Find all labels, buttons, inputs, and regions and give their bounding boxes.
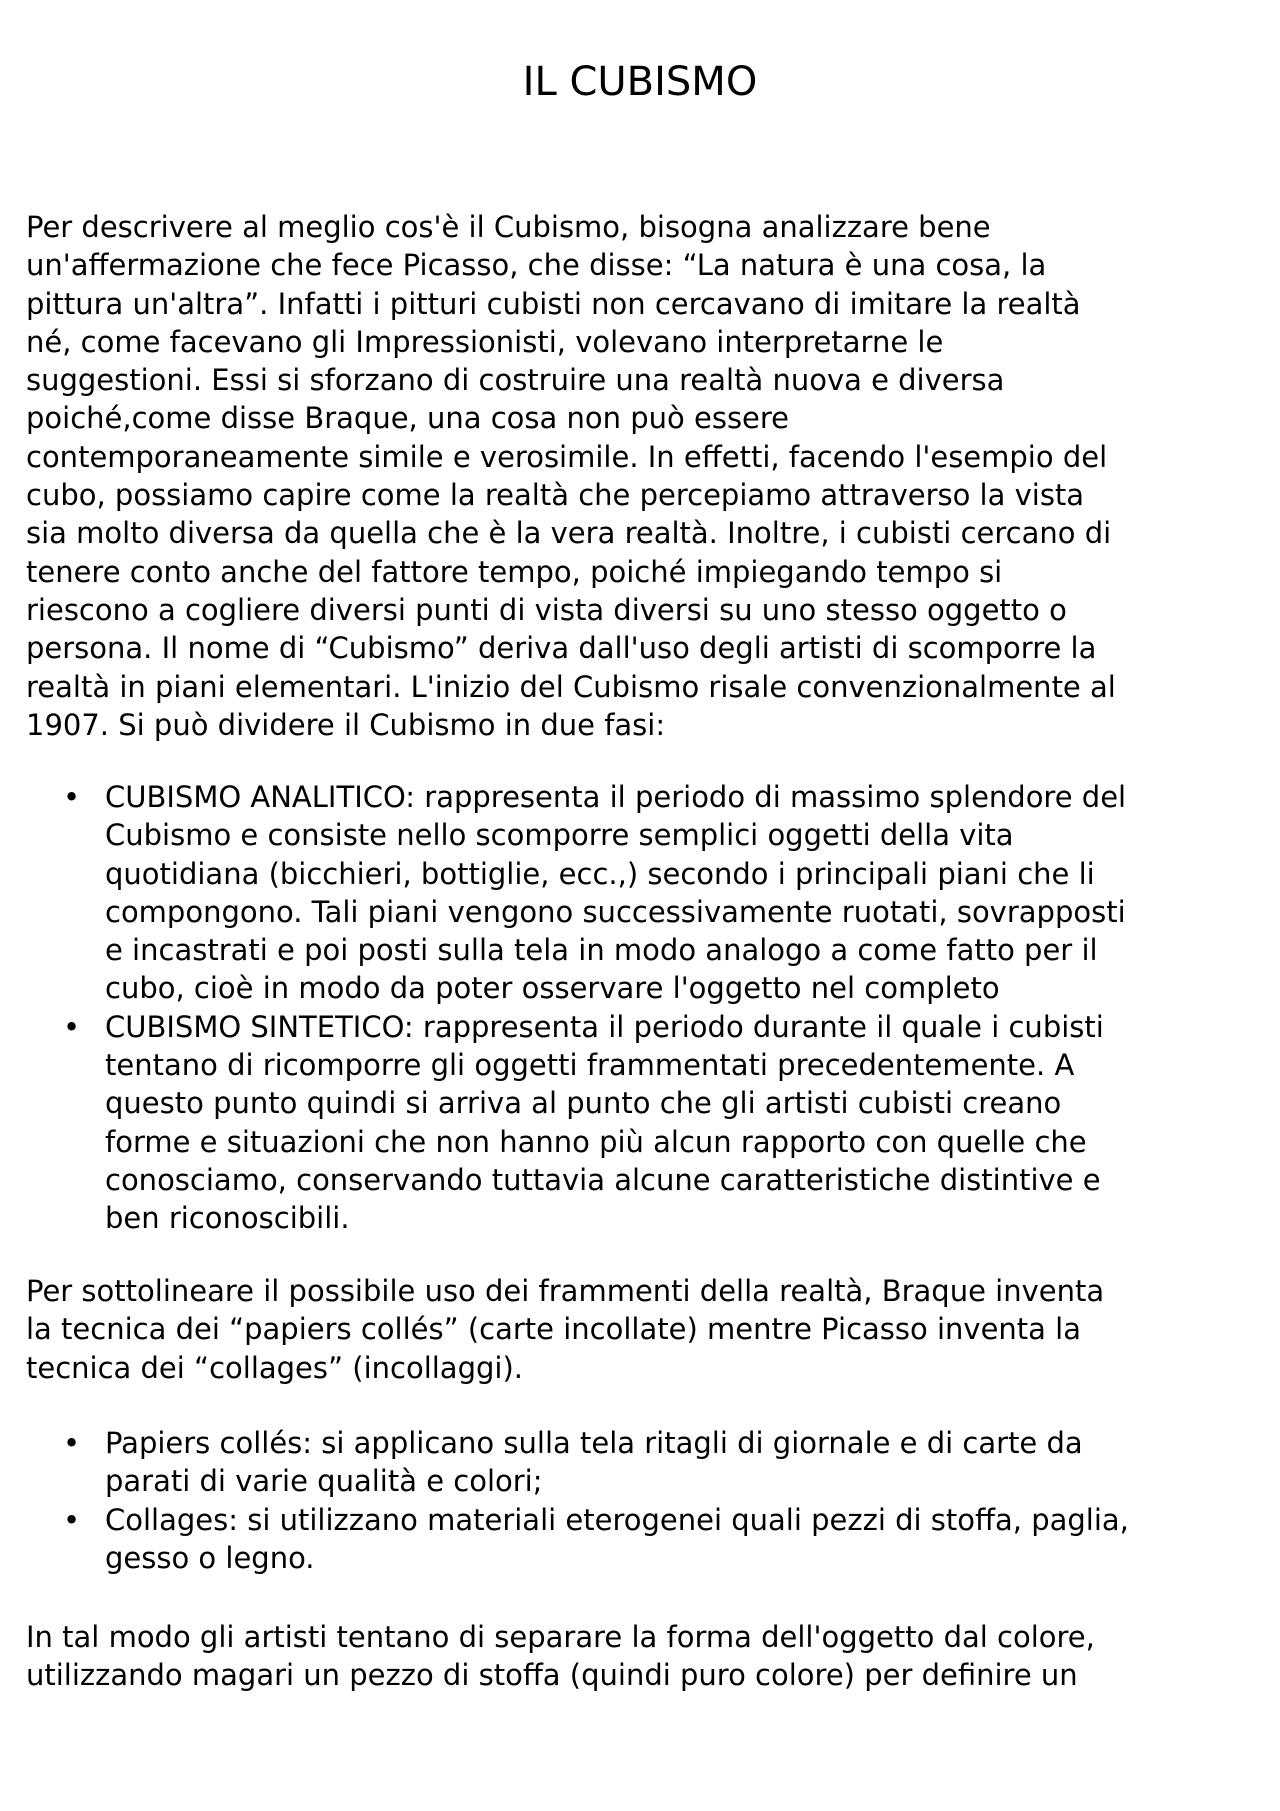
text-line: tecnica dei “collages” (incollaggi). [26,1350,523,1385]
text-line: Per sottolineare il possibile uso dei frammenti della realtà, Braque inventa [26,1274,1105,1308]
bullet-icon: • [63,1502,81,1537]
text-line: Cubismo e consiste nello scomporre semplici oggetti della vita [105,818,1014,853]
text-line: In tal modo gli artisti tentano di separare la forma dell'oggetto dal colore, [26,1620,1095,1654]
phases-list [0,778,1260,1238]
closing-paragraph [26,1618,1258,1695]
text-line: un'affermazione che fece Picasso, che disse: “La natura è una cosa, la [26,248,1047,283]
text-line: riescono a cogliere diversi punti di vista diversi su uno stesso oggetto o [26,592,1067,627]
bullet-icon: • [63,1009,81,1044]
text-line: ben riconoscibili. [105,1201,350,1236]
text-line: poiché,come disse Braque, una cosa non può essere [26,401,790,436]
list-item-collages [0,1501,1260,1578]
list-item-analitico [0,778,1260,1008]
text-line: conosciamo, conservando tuttavia alcune caratteristiche distintive e [105,1162,1101,1197]
list-item-sintetico [0,1008,1260,1238]
text-line: questo punto quindi si arriva al punto che gli artisti cubisti creano [105,1086,1062,1121]
text-line: CUBISMO SINTETICO: rappresenta il periodo durante il quale i cubisti [105,1009,1104,1044]
text-line: sia molto diversa da quella che è la vera realtà. Inoltre, i cubisti cercano di [26,516,1112,551]
text-line: e incastrati e poi posti sulla tela in modo analogo a come fatto per il [105,933,1098,968]
text-line: quotidiana (bicchieri, bottiglie, ecc.,) secondo i principali piani che li [105,856,1095,891]
text-line: tentano di ricomporre gli oggetti frammentati precedentemente. A [105,1048,1075,1083]
text-line: Collages: si utilizzano materiali eterogenei quali pezzi di stoffa, paglia, [105,1502,1129,1537]
text-line: forme e situazioni che non hanno più alcun rapporto con quelle che [105,1124,1087,1159]
bullet-icon: • [63,780,81,814]
text-line: Papiers collés: si applicano sulla tela ritagli di giornale e di carte da [105,1426,1083,1460]
text-line: Per descrivere al meglio cos'è il Cubismo, bisogna analizzare bene [26,210,991,244]
text-line: gesso o legno. [105,1540,315,1575]
list-item-papiers-colles [0,1424,1260,1501]
bullet-icon: • [63,1426,81,1460]
text-line: CUBISMO ANALITICO: rappresenta il periodo di massimo splendore del [105,780,1127,814]
text-line: parati di varie qualità e colori; [105,1464,543,1499]
text-line: realtà in piani elementari. L'inizio del Cubismo risale convenzionalmente al [26,669,1116,704]
text-line: persona. Il nome di “Cubismo” deriva dall'uso degli artisti di scomporre la [26,631,1097,666]
text-line: la tecnica dei “papiers collés” (carte incollate) mentre Picasso inventa la [26,1312,1081,1347]
text-line: 1907. Si può dividere il Cubismo in due fasi: [26,707,666,742]
text-line: suggestioni. Essi si sforzano di costruire una realtà nuova e diversa [26,363,1005,398]
text-line: tenere conto anche del fattore tempo, poiché impiegando tempo si [26,554,1003,589]
intro-paragraph [26,208,1258,744]
techniques-list [0,1424,1260,1577]
text-line: compongono. Tali piani vengono successivamente ruotati, sovrapposti [105,894,1126,929]
text-line: utilizzando magari un pezzo di stoffa (quindi puro colore) per definire un [26,1658,1078,1693]
document-title: IL CUBISMO [522,59,758,105]
text-line: né, come facevano gli Impressionisti, volevano interpretarne le [26,324,944,359]
text-line: cubo, possiamo capire come la realtà che percepiamo attraverso la vista [26,478,1085,513]
text-line: cubo, cioè in modo da poter osservare l'oggetto nel completo [105,971,1000,1006]
text-line: contemporaneamente simile e verosimile. In effetti, facendo l'esempio del [26,439,1108,474]
techniques-paragraph [26,1272,1258,1387]
text-line: pittura un'altra”. Infatti i pitturi cubisti non cercavano di imitare la realtà [26,286,1081,321]
